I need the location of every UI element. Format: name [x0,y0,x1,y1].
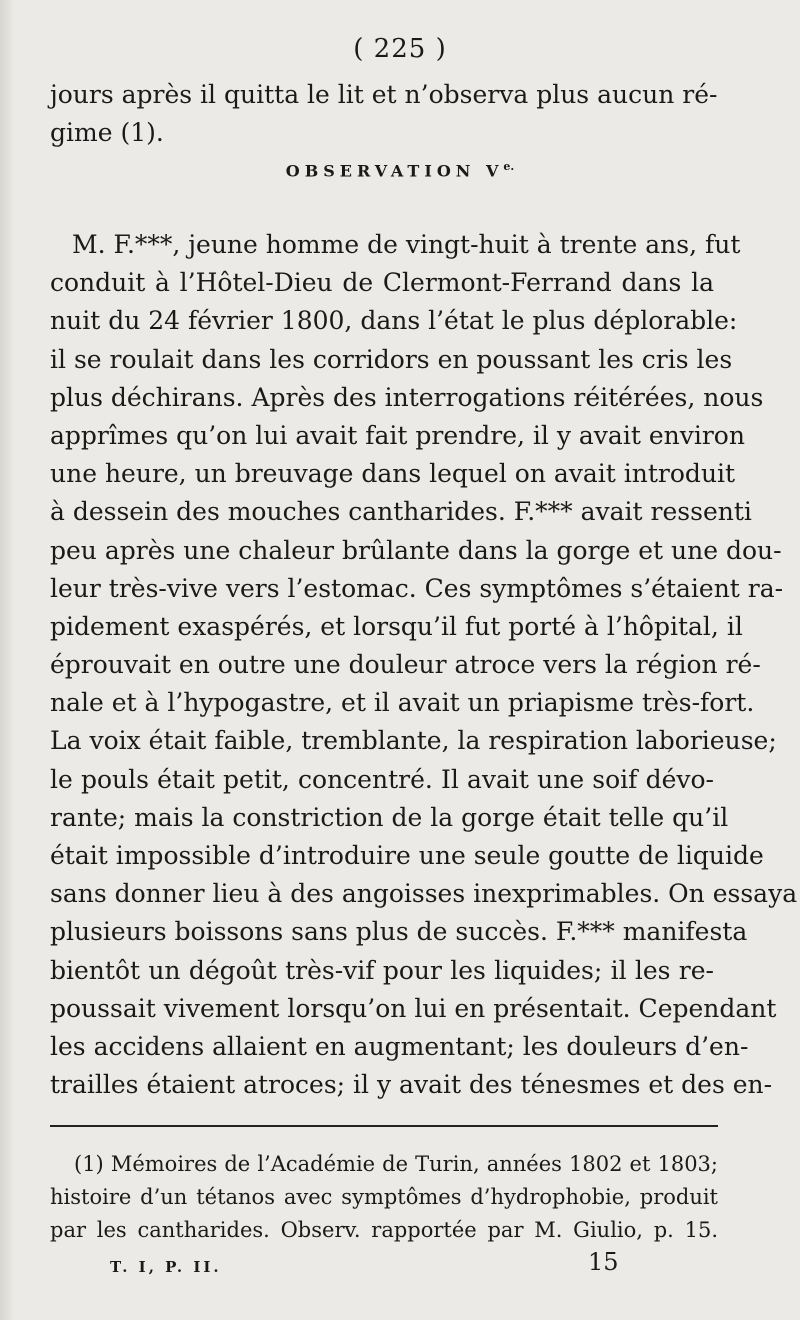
text-line: plus déchirans. Après des interrogations réitérées, nous [50,382,764,412]
text-line: conduit à l’Hôtel-Dieu de Clermont-Ferrand dans la [50,268,714,298]
text-line: gime (1). [50,118,164,147]
section-heading [0,160,800,180]
text-line: apprîmes qu’on lui avait fait prendre, il y avait environ [50,420,745,450]
text-line: leur très-vive vers l’estomac. Ces symptômes s’étaient ra- [50,573,784,603]
text-line: bientôt un dégoût très-vif pour les liquides; il les re- [50,955,714,985]
text-line: était impossible d’introduire une seule goutte de liquide [50,841,764,870]
footnote-divider [50,1125,718,1127]
text-line: éprouvait en outre une douleur atroce vers la région ré- [50,650,761,680]
text-line: les accidens allaient en augmentant; les douleurs d’en- [50,1031,749,1061]
text-line: M. F.***, jeune homme de vingt-huit à trente ans, fut [72,230,741,259]
signature-mark: T. I, P. II. [110,1258,222,1276]
observation-paragraph [50,226,798,1104]
text-line: à dessein des mouches cantharides. F.*** avait ressenti [50,497,752,527]
footnote-line: histoire d’un tétanos avec symptômes d’hydrophobie, produit [50,1185,718,1209]
heading-text: OBSERVATION V [285,161,504,181]
footnote-line: (1) Mémoires de l’Académie de Turin, années 1802 et 1803; [74,1152,718,1176]
text-line: peu après une chaleur brûlante dans la gorge et une dou- [50,535,782,565]
text-line: poussait vivement lorsqu’on lui en présentait. Cependant [50,993,777,1023]
text-line: rante; mais la constriction de la gorge était telle qu’il [50,802,729,832]
footnote-line: par les cantharides. Observ. rapportée par M. Giulio, p. 15. [50,1218,718,1242]
text-line: pidement exaspérés, et lorsqu’il fut porté à l’hôpital, il [50,611,743,641]
text-line: il se roulait dans les corridors en poussant les cris les [50,344,733,374]
text-line: plusieurs boissons sans plus de succès. F.*** manifesta [50,917,748,947]
sheet-number: 15 [588,1248,619,1276]
text-line: le pouls était petit, concentré. Il avait une soif dévo- [50,764,714,794]
text-line: jours après il quitta le lit et n’observa plus aucun ré- [50,80,718,109]
opening-text [50,76,718,152]
text-line: La voix était faible, tremblante, la respiration laborieuse; [50,726,777,756]
text-line: nale et à l’hypogastre, et il avait un priapisme très-fort. [50,688,755,718]
page-number: ( 225 ) [353,34,447,64]
text-line: nuit du 24 février 1800, dans l’état le plus déplorable: [50,306,738,336]
footnote [50,1148,718,1247]
text-line: une heure, un breuvage dans lequel on avait introduit [50,459,736,489]
heading-superscript: e. [503,160,515,173]
text-line: sans donner lieu à des angoisses inexprimables. On essaya [50,879,798,909]
text-line: trailles étaient atroces; il y avait des ténesmes et des en- [50,1070,773,1100]
